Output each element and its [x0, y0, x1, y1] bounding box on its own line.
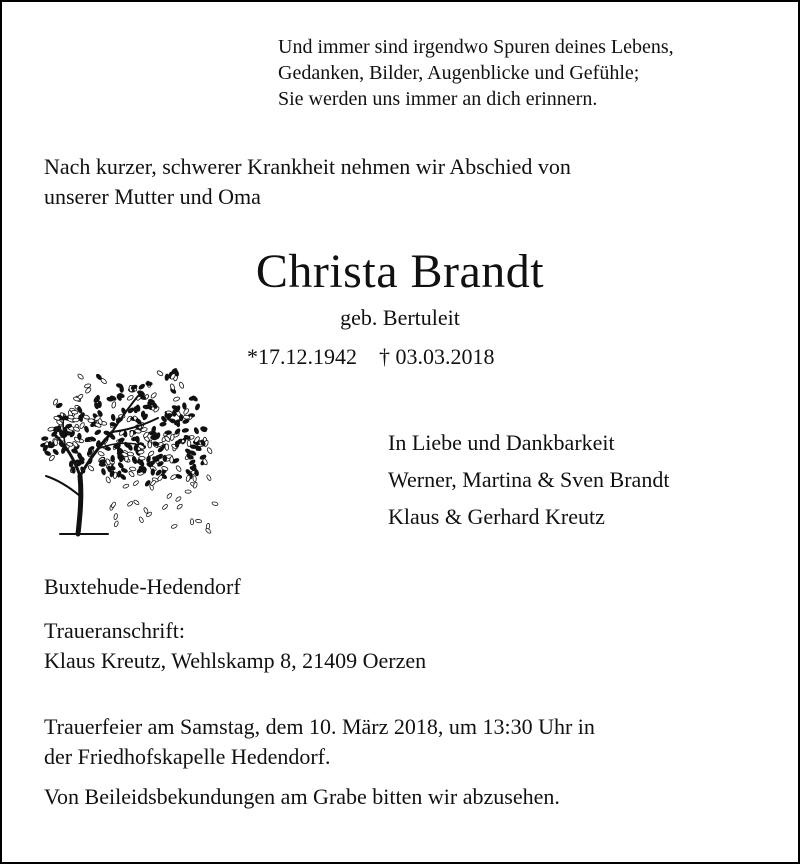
address-line: Klaus Kreutz, Wehlskamp 8, 21409 Oerzen: [44, 648, 427, 673]
deceased-name: Christa Brandt: [255, 245, 545, 298]
tree-illustration-icon: [38, 346, 228, 538]
ceremony-line: Trauerfeier am Samstag, dem 10. März 2018, um 13:30 Uhr in: [44, 714, 595, 739]
poem-line: Sie werden uns immer an dich erinnern.: [278, 88, 598, 110]
family-line: Werner, Martina & Sven Brandt: [388, 467, 670, 492]
ceremony-line: der Friedhofskapelle Hedendorf.: [44, 744, 331, 769]
poem: [278, 34, 674, 112]
intro-line: Nach kurzer, schwerer Krankheit nehmen wir Abschied von: [44, 154, 571, 179]
death-date: † 03.03.2018: [379, 344, 495, 369]
birth-date: *17.12.1942: [247, 344, 357, 369]
ceremony-info: [44, 712, 595, 772]
family-line: Klaus & Gerhard Kreutz: [388, 504, 605, 529]
intro-line: unserer Mutter und Oma: [44, 184, 261, 209]
family-signature: [388, 424, 669, 535]
poem-line: Und immer sind irgendwo Spuren deines Lebens,: [278, 36, 674, 58]
family-line: In Liebe und Dankbarkeit: [388, 430, 615, 455]
address-label: Traueranschrift:: [44, 618, 185, 643]
maiden-name: geb. Bertuleit: [340, 305, 460, 330]
intro-text: [44, 152, 571, 212]
life-dates: [247, 342, 495, 372]
poem-line: Gedanken, Bilder, Augenblicke und Gefühle;: [278, 62, 640, 84]
address-block: [44, 572, 426, 676]
condolence-notice: Von Beileidsbekundungen am Grabe bitten wir abzusehen.: [44, 784, 560, 809]
town: Buxtehude-Hedendorf: [44, 574, 241, 599]
